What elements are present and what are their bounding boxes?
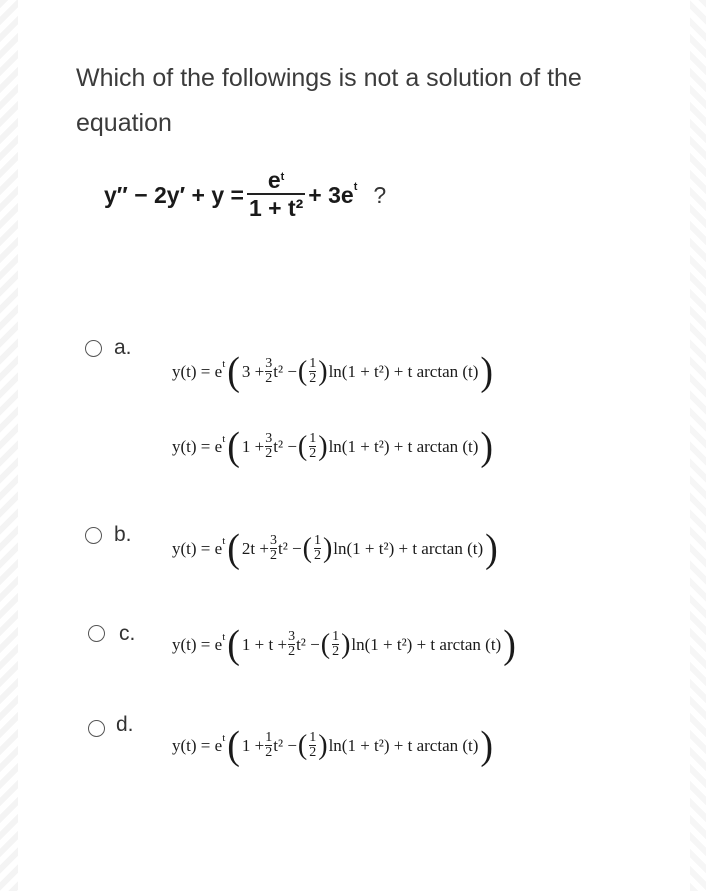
equation-fraction [247,168,305,222]
solution-coefficient: $\frac{3}{2}$ [265,356,273,387]
solution-log-term: ln(1 + t²) + t arctan (t) [328,736,479,755]
solution-half: 1 2 [309,356,317,387]
solution-t-squared: t² − [296,635,320,654]
solution-half: 1 2 [313,533,321,564]
solution-exponent: t [222,732,226,744]
solution-exponent: t [222,433,226,445]
radio-option-b[interactable] [85,527,102,544]
solution-half: 1 2 [309,431,317,462]
solution-t-squared: t² − [273,736,297,755]
solution-coefficient: $\frac{3}{2}$ [288,629,296,660]
solution-lhs: y(t) = e [172,635,223,654]
fraction-numerator: e [267,167,281,194]
fraction-numerator-exponent: t [280,171,285,184]
solution-lhs: y(t) = e [172,539,223,558]
solution-exponent: t [222,535,226,547]
close-paren: ) [503,622,516,668]
open-paren: ( [227,723,240,769]
close-paren: ) [480,349,494,395]
radio-option-c[interactable] [88,625,105,642]
open-paren: ( [227,622,240,668]
open-paren: ( [227,526,240,572]
solution-lead-term: 1 + [241,736,265,755]
solution-lhs: y(t) = e [172,362,223,381]
solution-exponent: t [222,358,226,370]
solution-coefficient: $\frac{3}{2}$ [269,533,277,564]
solution-t-squared: t² − [273,437,297,456]
page-edge-left [0,0,18,891]
solution-log-term: ln(1 + t²) + t arctan (t) [328,437,479,456]
question-mark: ? [373,181,387,208]
question-text: Which of the followings is not a solution of the equation [76,64,582,137]
solution-t-squared: t² − [277,539,302,558]
fraction-denominator: 1 + t² [248,195,304,222]
solution-lhs: y(t) = e [172,437,223,456]
close-paren: ) [480,723,494,769]
solution-log-term: ln(1 + t²) + t arctan (t) [328,362,479,381]
option-b-letter[interactable]: b. [114,523,132,546]
equation-rhs: + 3e [308,181,354,208]
option-b-solution[interactable]: y(t) = e t ( 2t + $\frac{3}{2}$ t² − ( 1 2 ) ln(1 + t²) + t arctan (t) ) [172,526,498,572]
radio-option-d[interactable] [88,720,105,737]
radio-option-a[interactable] [85,340,102,357]
option-d-letter[interactable]: d. [116,713,134,736]
solution-lhs: y(t) = e [172,736,223,755]
open-paren: ( [227,424,240,470]
option-a-solution-2[interactable]: y(t) = e t ( 1 + $\frac{3}{2}$ t² − ( 1 2 ) ln(1 + t²) + t arctan (t) ) [172,424,494,470]
option-c-letter[interactable]: c. [119,622,136,645]
solution-half: 1 2 [309,730,317,761]
option-a-letter[interactable]: a. [114,336,132,359]
differential-equation [104,160,386,230]
option-a-solution-1[interactable]: y(t) = e t ( 3 + $\frac{3}{2}$ t² − ( 1 2 ) ln(1 + t²) + t arctan (t) ) [172,349,494,395]
solution-exponent: t [222,631,226,643]
equation-lhs: y″ − 2y′ + y = [104,181,244,208]
close-paren: ) [480,424,494,470]
page-edge-right [690,0,706,891]
equation-rhs-exponent: t [353,181,358,193]
solution-t-squared: t² − [273,362,297,381]
solution-lead-term: 2t + [241,539,269,558]
solution-log-term: ln(1 + t²) + t arctan (t) [351,635,502,654]
solution-lead-term: 1 + t + [241,635,288,654]
close-paren: ) [485,526,498,572]
solution-lead-term: 1 + [241,437,265,456]
solution-coefficient: $\frac{1}{2}$ [265,730,273,761]
option-c-solution[interactable]: y(t) = e t ( 1 + t + $\frac{3}{2}$ t² − ( 1 2 ) ln(1 + t²) + t arctan (t) ) [172,622,516,668]
solution-log-term: ln(1 + t²) + t arctan (t) [333,539,484,558]
solution-half: 1 2 [332,629,340,660]
solution-coefficient: $\frac{3}{2}$ [265,431,273,462]
open-paren: ( [227,349,240,395]
solution-lead-term: 3 + [241,362,265,381]
option-d-solution[interactable]: y(t) = e t ( 1 + $\frac{1}{2}$ t² − ( 1 2 ) ln(1 + t²) + t arctan (t) ) [172,723,494,769]
